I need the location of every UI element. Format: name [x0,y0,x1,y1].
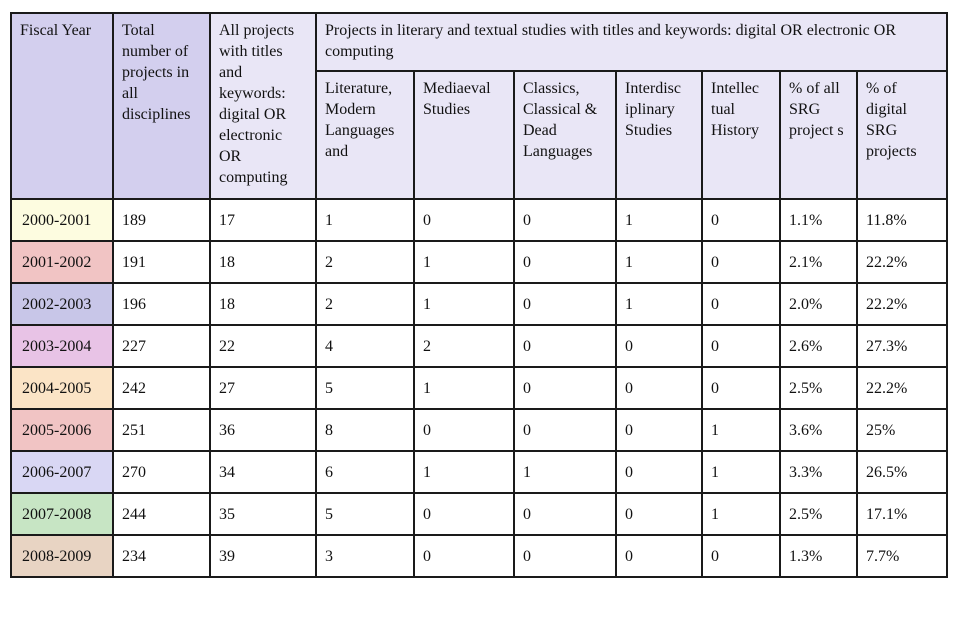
table-row [11,283,947,325]
cell-all-digital: 22 [210,325,316,367]
cell-all-digital: 27 [210,367,316,409]
cell-all-digital: 34 [210,451,316,493]
cell-pct-digital-srg: 22.2% [857,367,947,409]
table-row [11,535,947,577]
cell-fiscal-year: 2003-2004 [11,325,113,367]
cell-intellectual-history: 0 [702,535,780,577]
cell-pct-all-srg: 1.3% [780,535,857,577]
table-container [10,12,948,578]
header-total-projects: Total number of projects in all disciplines [113,13,210,199]
cell-classics: 0 [514,199,616,241]
cell-fiscal-year: 2008-2009 [11,535,113,577]
cell-total-projects: 191 [113,241,210,283]
cell-total-projects: 251 [113,409,210,451]
header-literature: Literature, Modern Languages and [316,71,414,199]
cell-fiscal-year: 2001-2002 [11,241,113,283]
cell-literature: 4 [316,325,414,367]
cell-literature: 5 [316,493,414,535]
table-row [11,241,947,283]
cell-classics: 0 [514,325,616,367]
cell-interdisciplinary: 1 [616,199,702,241]
cell-literature: 5 [316,367,414,409]
cell-interdisciplinary: 1 [616,283,702,325]
cell-classics: 0 [514,367,616,409]
cell-intellectual-history: 0 [702,199,780,241]
cell-fiscal-year: 2002-2003 [11,283,113,325]
table-body [11,199,947,577]
cell-intellectual-history: 1 [702,493,780,535]
cell-interdisciplinary: 1 [616,241,702,283]
cell-literature: 1 [316,199,414,241]
cell-mediaeval: 0 [414,535,514,577]
header-fiscal-year: Fiscal Year [11,13,113,199]
cell-all-digital: 35 [210,493,316,535]
cell-pct-all-srg: 2.5% [780,367,857,409]
cell-mediaeval: 0 [414,199,514,241]
cell-fiscal-year: 2004-2005 [11,367,113,409]
table-header [11,13,947,199]
cell-mediaeval: 1 [414,367,514,409]
cell-interdisciplinary: 0 [616,409,702,451]
cell-literature: 6 [316,451,414,493]
cell-literature: 2 [316,283,414,325]
table-row [11,493,947,535]
cell-interdisciplinary: 0 [616,451,702,493]
cell-intellectual-history: 0 [702,367,780,409]
cell-total-projects: 234 [113,535,210,577]
cell-pct-all-srg: 2.1% [780,241,857,283]
cell-fiscal-year: 2007-2008 [11,493,113,535]
cell-literature: 8 [316,409,414,451]
cell-total-projects: 244 [113,493,210,535]
cell-pct-digital-srg: 11.8% [857,199,947,241]
cell-classics: 0 [514,409,616,451]
header-interdisciplinary: Interdisc iplinary Studies [616,71,702,199]
cell-all-digital: 36 [210,409,316,451]
cell-intellectual-history: 0 [702,241,780,283]
cell-all-digital: 18 [210,283,316,325]
cell-interdisciplinary: 0 [616,535,702,577]
table-row [11,451,947,493]
cell-mediaeval: 0 [414,493,514,535]
header-pct-digital-srg: % of digital SRG projects [857,71,947,199]
cell-classics: 1 [514,451,616,493]
cell-total-projects: 227 [113,325,210,367]
cell-pct-digital-srg: 22.2% [857,283,947,325]
cell-pct-digital-srg: 7.7% [857,535,947,577]
cell-mediaeval: 2 [414,325,514,367]
header-literary-group: Projects in literary and textual studies with titles and keywords: digital OR electronic OR computing [316,13,947,71]
cell-pct-digital-srg: 25% [857,409,947,451]
cell-total-projects: 270 [113,451,210,493]
cell-literature: 3 [316,535,414,577]
cell-intellectual-history: 0 [702,325,780,367]
cell-pct-all-srg: 2.5% [780,493,857,535]
cell-interdisciplinary: 0 [616,367,702,409]
cell-classics: 0 [514,493,616,535]
cell-classics: 0 [514,535,616,577]
cell-intellectual-history: 1 [702,409,780,451]
cell-total-projects: 196 [113,283,210,325]
cell-pct-all-srg: 1.1% [780,199,857,241]
header-pct-all-srg: % of all SRG project s [780,71,857,199]
cell-total-projects: 242 [113,367,210,409]
cell-mediaeval: 1 [414,241,514,283]
cell-literature: 2 [316,241,414,283]
table-row [11,325,947,367]
cell-interdisciplinary: 0 [616,325,702,367]
cell-all-digital: 39 [210,535,316,577]
cell-interdisciplinary: 0 [616,493,702,535]
cell-mediaeval: 0 [414,409,514,451]
header-intellectual-history: Intellec tual History [702,71,780,199]
cell-pct-digital-srg: 22.2% [857,241,947,283]
cell-all-digital: 18 [210,241,316,283]
cell-pct-digital-srg: 26.5% [857,451,947,493]
table-row [11,409,947,451]
cell-intellectual-history: 1 [702,451,780,493]
table-row [11,367,947,409]
cell-classics: 0 [514,283,616,325]
cell-mediaeval: 1 [414,451,514,493]
cell-pct-digital-srg: 27.3% [857,325,947,367]
cell-pct-all-srg: 2.0% [780,283,857,325]
table-row [11,199,947,241]
cell-all-digital: 17 [210,199,316,241]
cell-mediaeval: 1 [414,283,514,325]
cell-intellectual-history: 0 [702,283,780,325]
header-mediaeval: Mediaeval Studies [414,71,514,199]
cell-pct-digital-srg: 17.1% [857,493,947,535]
srg-projects-table [10,12,948,578]
cell-fiscal-year: 2006-2007 [11,451,113,493]
cell-pct-all-srg: 2.6% [780,325,857,367]
cell-total-projects: 189 [113,199,210,241]
cell-fiscal-year: 2000-2001 [11,199,113,241]
header-classics: Classics, Classical & Dead Languages [514,71,616,199]
cell-fiscal-year: 2005-2006 [11,409,113,451]
header-all-digital-projects: All projects with titles and keywords: digital OR electronic OR computing [210,13,316,199]
cell-classics: 0 [514,241,616,283]
cell-pct-all-srg: 3.6% [780,409,857,451]
cell-pct-all-srg: 3.3% [780,451,857,493]
